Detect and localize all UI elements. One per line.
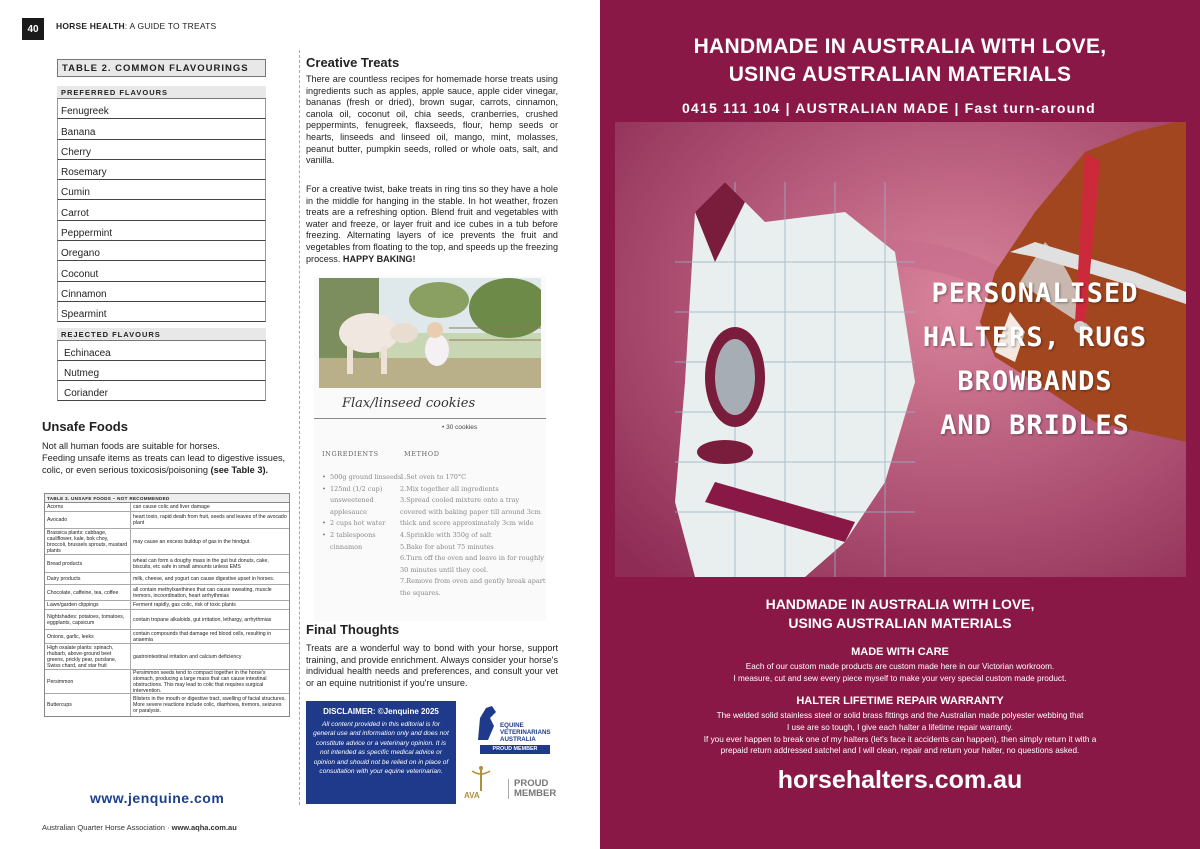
- food-cell: Persimmon: [45, 670, 131, 693]
- rejected-flavour-row: Nutmeg: [57, 361, 266, 381]
- horse-head-icon: [472, 704, 500, 742]
- table-row: [45, 694, 289, 716]
- effect-cell: heart toxin, rapid death from fruit, seeds and leaves of the avocado plant: [133, 514, 287, 526]
- effect-cell: wheat can form a doughy mass in the gut but donuts, cake, biscuits, etc safe in small amounts unless EMS: [133, 557, 269, 570]
- hero-slogan: PERSONALISED HALTERS, RUGS BROWBANDS AND BRIDLES: [922, 278, 1148, 441]
- food-cell: Onions, garlic, leeks: [45, 630, 131, 643]
- effect-cell: Ferment rapidly, gas colic, risk of toxic plants: [133, 602, 236, 608]
- preferred-flavour-row: Banana: [57, 119, 266, 139]
- ingredient-item: • 2 cups hot water: [322, 518, 402, 530]
- preferred-flavour-row: Spearmint: [57, 302, 266, 322]
- preferred-label: PREFERRED FLAVOURS: [57, 86, 266, 99]
- preferred-flavour-row: Fenugreek: [57, 99, 266, 119]
- method-step: 3.Spread cooled mixture onto a tray covered with baking paper till around 3cm thick and score approximately 3cm wide: [400, 496, 541, 528]
- unsafe-foods-heading: Unsafe Foods: [42, 419, 128, 434]
- method-step: 6.Turn off the oven and leave in for roughly 30 minutes until they cool.: [400, 554, 544, 574]
- disclaimer-box: [306, 701, 456, 804]
- table-row: [45, 555, 289, 573]
- food-cell: Brassica plants: cabbage, cauliflower, kale, bok choy, broccoli, brussels sprouts, mustard plants: [45, 529, 131, 554]
- warranty-text: The welded solid stainless steel or solid brass fittings and the Australian made polyester webbing that I use are so tough, I give each halter a lifetime repair warranty. If you ever happen to break one of my halters (let's face it accidents can happen), then simply return it with a prepaid return addressed satchel and I will clean, repair and return your halter, no questions asked.: [703, 711, 1097, 756]
- table-row: [45, 670, 289, 694]
- method-label: METHOD: [404, 450, 440, 458]
- final-thoughts-heading: Final Thoughts: [306, 622, 400, 637]
- recipe-card: [314, 276, 546, 621]
- unsafe-foods-table: [44, 493, 290, 717]
- creative-treats-heading: Creative Treats: [306, 55, 400, 70]
- preferred-flavour-row: Carrot: [57, 200, 266, 220]
- method-step: 1.Set oven to 170°C: [400, 473, 467, 481]
- table-row: [45, 630, 289, 644]
- table-row: [45, 601, 289, 610]
- creative-treats-paragraph-1: There are countless recipes for homemade horse treats using ingredients such as apples, apple sauce, apple cider vinegar, bananas (fresh or dried), brown sugar, carrots, cinnamon, canola oil, coconut oil, chia seeds, cranberries, crushed peppermints, fenugreek, flaxseeds, flour, hemp seeds or hearts, linseeds and linseed oil, mango, mint, molasses, peanut butter, pumpkin seeds, rolled or whole oats, salt, and vanilla.: [306, 74, 558, 166]
- effect-cell: Persimmon seeds tend to compact together in the horse's stomach, producing a large mass that can cause intestinal obstructions. This may lead to colic that requires surgical intervention.: [133, 669, 267, 694]
- warranty-heading: HALTER LIFETIME REPAIR WARRANTY: [796, 695, 1004, 707]
- jenquine-website[interactable]: www.jenquine.com: [90, 790, 225, 806]
- table-title: TABLE 3. UNSAFE FOODS – NOT RECOMMENDED: [45, 494, 289, 503]
- preferred-flavour-row: Peppermint: [57, 221, 266, 241]
- disclaimer-title: DISCLAIMER: ©Jenquine 2025: [323, 707, 439, 716]
- rejected-label: REJECTED FLAVOURS: [57, 328, 266, 341]
- ingredient-item: • 500g ground linseeds: [322, 472, 402, 484]
- recipe-title: Flax/linseed cookies: [342, 396, 476, 411]
- creative-treats-paragraph-2: For a creative twist, bake treats in ring tins so they have a hole in the middle for hanging in the stable. In hot weather, frozen treats are a refreshing option. Blend fruit and vegetables with water and freeze, or layer fruit and ice cubes in a tub before freezing. Alternating layers of ice prevents the fruit and vegetables from floating to the top, and speeds up the freezing process. HAPPY BAKING!: [306, 184, 558, 264]
- page-footer: Australian Quarter Horse Association · www.aqha.com.au: [42, 823, 237, 832]
- food-cell: Bread products: [45, 555, 131, 572]
- table-row: [45, 512, 289, 529]
- food-cell: Chocolate, caffeine, tea, coffee: [45, 585, 131, 600]
- contact-line: 0415 111 104 | AUSTRALIAN MADE | Fast turn-around: [682, 100, 1096, 116]
- recipe-serves: • 30 cookies: [442, 424, 478, 431]
- advert-headline: HANDMADE IN AUSTRALIA WITH LOVE, USING AUSTRALIAN MATERIALS: [693, 35, 1107, 86]
- table-row: [45, 610, 289, 630]
- ingredients-list: [322, 472, 402, 553]
- method-step: 7.Remove from oven and gently break apart the squares.: [400, 577, 546, 597]
- effect-cell: milk, cheese, and yogurt can cause digestive upset in horses.: [133, 575, 275, 582]
- recipe-photo: [319, 278, 541, 388]
- made-with-care-heading: MADE WITH CARE: [851, 646, 949, 658]
- rejected-flavour-row: Coriander: [57, 381, 266, 401]
- preferred-flavour-row: Coconut: [57, 261, 266, 281]
- food-cell: Acorns: [45, 503, 131, 511]
- ava-logo: AVA PROUD MEMBER: [462, 765, 562, 805]
- food-cell: Buttercups: [45, 694, 131, 716]
- table-row: [45, 529, 289, 555]
- disclaimer-text: All content provided in this editorial is for general use and information only and does not constitute advice or a veterinary opinion. It is not intended as specific medical advice or opinion and should not be relied on in place of consultation with your equine veterinarian.: [313, 721, 449, 776]
- unsafe-foods-text: Not all human foods are suitable for horses. Feeding unsafe items as treats can lead to digestive issues, colic, or even serious toxicosis/poisoning (see Table 3).: [42, 441, 286, 475]
- made-with-care-text: Each of our custom made products are custom made here in our Victorian workroom. I measure, cut and sew every piece myself to make your very special custom made product.: [733, 662, 1067, 683]
- advert-subheadline: HANDMADE IN AUSTRALIA WITH LOVE, USING AUSTRALIAN MATERIALS: [765, 596, 1035, 631]
- food-cell: Dairy products: [45, 573, 131, 584]
- table-row: [45, 585, 289, 601]
- table-row: [45, 644, 289, 670]
- preferred-flavour-row: Oregano: [57, 241, 266, 261]
- table-title: TABLE 2. COMMON FLAVOURINGS: [57, 59, 266, 77]
- preferred-flavour-row: Rosemary: [57, 160, 266, 180]
- final-thoughts-paragraph: Treats are a wonderful way to bond with your horse, support training, and provide enrichment. Always consider your horse's individual health needs and preferences, and consult your vet or an equine nutritionist if you're unsure.: [306, 643, 558, 688]
- rejected-flavour-row: Echinacea: [57, 341, 266, 361]
- effect-cell: all contain methylxanthines that can cause sweating, muscle tremors, incoordination, heart arrhythmias: [133, 586, 272, 599]
- preferred-flavour-row: Cherry: [57, 140, 266, 160]
- running-head: HORSE HEALTH: A GUIDE TO TREATS: [56, 21, 217, 31]
- eva-logo: EQUINE VETERINARIANS AUSTRALIA PROUD MEMBER: [470, 704, 560, 754]
- ingredients-label: INGREDIENTS: [322, 450, 379, 458]
- effect-cell: may cause an excess buildup of gas in the hindgut.: [133, 538, 251, 545]
- effect-cell: gastrointestinal irritation and calcium deficiency: [133, 653, 242, 660]
- table-row: [45, 573, 289, 585]
- effect-cell: Blisters in the mouth or digestive tract, swelling of facial structures. More severe reactions include colic, diarrhoea, tremors, seizures or paralysis.: [133, 696, 286, 714]
- horsehalters-website[interactable]: horsehalters.com.au: [777, 766, 1023, 794]
- food-cell: Nightshades: potatoes, tomatoes, eggplants, capsicum: [45, 610, 131, 629]
- table-row: [45, 503, 289, 512]
- method-list: [400, 472, 546, 600]
- effect-cell: can cause colic and liver damage: [133, 504, 210, 510]
- ingredient-item: • 2 tablespoons cinnamon: [322, 530, 402, 553]
- food-cell: Lawn/garden clippings: [45, 601, 131, 609]
- method-step: 4.Sprinkle with 350g of salt: [400, 530, 492, 539]
- ingredient-item: • 125ml (1/2 cup) unsweetened applesauce: [322, 484, 402, 519]
- right-page-advert: [600, 0, 1200, 849]
- food-cell: High oxalate plants: spinach, rhubarb, above-ground beet greens, prickly pear, purslane, Swiss chard, and star fruit: [45, 644, 131, 669]
- flavourings-table: [57, 59, 266, 401]
- effect-cell: contain tropane alkaloids, gut irritation, lethargy, arrhythmias: [133, 616, 272, 623]
- effect-cell: contain compounds that damage red blood cells, resulting in anaemia: [133, 630, 272, 643]
- method-step: 2.Mix together all ingredients: [400, 484, 499, 493]
- food-cell: Avocado: [45, 512, 131, 528]
- method-step: 5.Bake for about 75 minutes: [400, 542, 494, 551]
- preferred-flavour-row: Cinnamon: [57, 282, 266, 302]
- column-divider: [299, 50, 300, 805]
- recipe-rule: [314, 418, 546, 419]
- preferred-flavour-row: Cumin: [57, 180, 266, 200]
- page-number: 40: [22, 18, 44, 40]
- caduceus-icon: [466, 765, 496, 791]
